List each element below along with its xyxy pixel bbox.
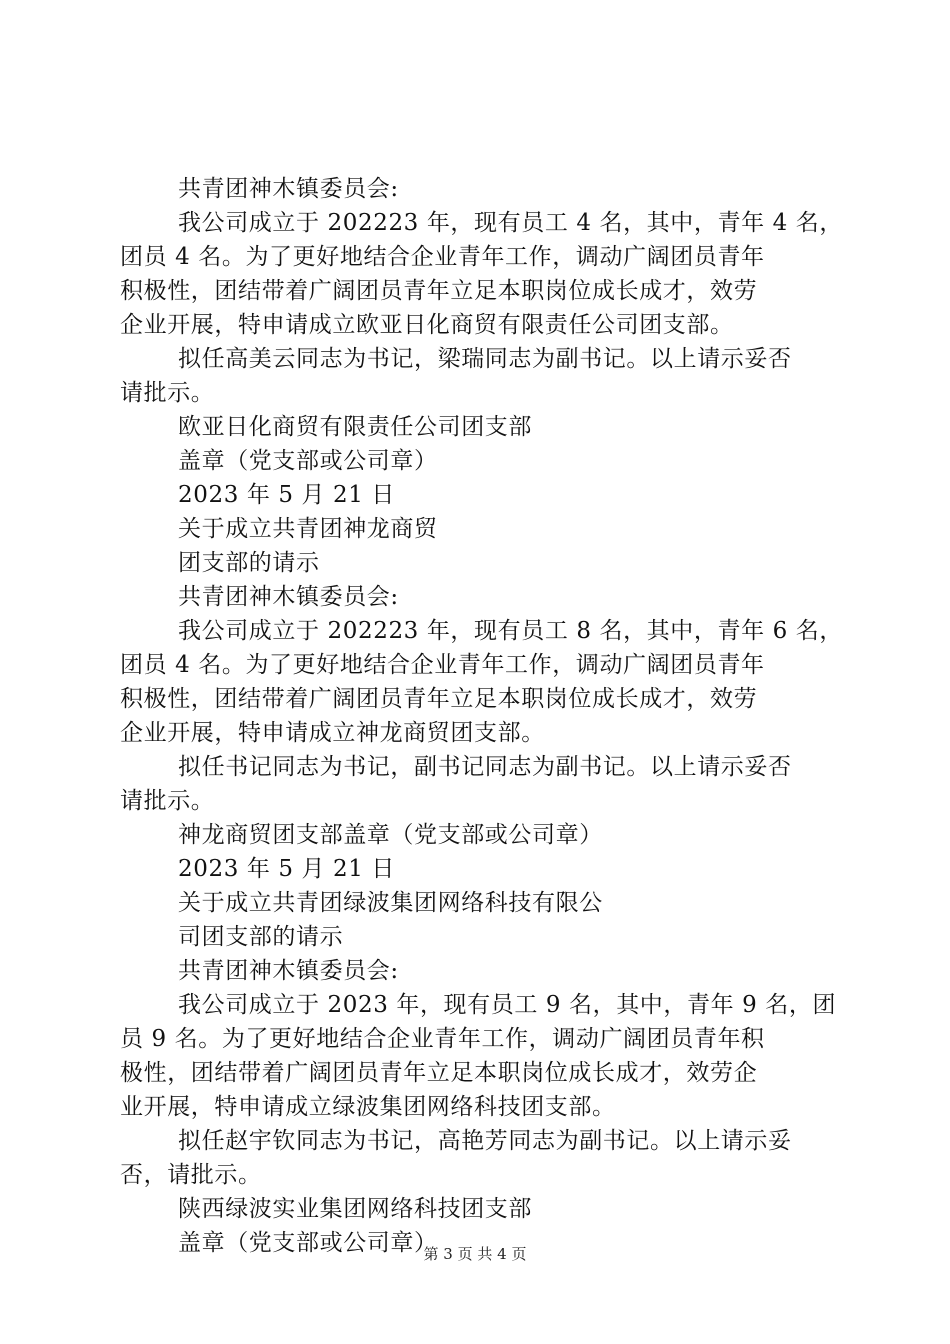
document-line: 我公司成立于 2023 年，现有员工 9 名，其中，青年 9 名，团: [178, 992, 837, 1018]
document-line: 共青团神木镇委员会:: [178, 958, 399, 984]
document-line: 请批示。: [120, 380, 215, 406]
document-line: 陕西绿波实业集团网络科技团支部: [178, 1196, 532, 1222]
document-line: 企业开展，特申请成立神龙商贸团支部。: [120, 720, 545, 746]
document-line: 司团支部的请示: [178, 924, 344, 950]
document-line: 企业开展，特申请成立欧亚日化商贸有限责任公司团支部。: [120, 312, 734, 338]
document-line: 神龙商贸团支部盖章（党支部或公司章）: [178, 822, 603, 848]
document-line: 盖章（党支部或公司章）: [178, 448, 438, 474]
document-line: 请批示。: [120, 788, 215, 814]
document-line: 否，请批示。: [120, 1162, 262, 1188]
document-line: 我公司成立于 202223 年，现有员工 4 名，其中，青年 4 名，: [178, 210, 843, 236]
document-line: 积极性，团结带着广阔团员青年立足本职岗位成长成才，效劳: [120, 686, 758, 712]
document-line: 业开展，特申请成立绿波集团网络科技团支部。: [120, 1094, 616, 1120]
document-line: 2023 年 5 月 21 日: [178, 482, 395, 508]
document-line: 拟任高美云同志为书记，梁瑞同志为副书记。以上请示妥否: [178, 346, 792, 372]
document-line: 欧亚日化商贸有限责任公司团支部: [178, 414, 532, 440]
document-line: 拟任赵宇钦同志为书记，高艳芳同志为副书记。以上请示妥: [178, 1128, 792, 1154]
document-line: 员 9 名。为了更好地结合企业青年工作，调动广阔团员青年积: [120, 1026, 765, 1052]
document-line: 拟任书记同志为书记，副书记同志为副书记。以上请示妥否: [178, 754, 792, 780]
document-line: 我公司成立于 202223 年，现有员工 8 名，其中，青年 6 名，: [178, 618, 843, 644]
document-line: 2023 年 5 月 21 日: [178, 856, 395, 882]
document-line: 团支部的请示: [178, 550, 320, 576]
page-footer: 第 3 页 共 4 页: [423, 1245, 527, 1263]
document-line: 极性，团结带着广阔团员青年立足本职岗位成长成才，效劳企: [120, 1060, 758, 1086]
document-line: 共青团神木镇委员会:: [178, 176, 399, 202]
document-line: 关于成立共青团神龙商贸: [178, 516, 438, 542]
document-line: 关于成立共青团绿波集团网络科技有限公: [178, 890, 603, 916]
document-line: 团员 4 名。为了更好地结合企业青年工作，调动广阔团员青年: [120, 652, 765, 678]
document-line: 盖章（党支部或公司章）: [178, 1230, 438, 1256]
document-body: [120, 172, 843, 1260]
document-line: 积极性，团结带着广阔团员青年立足本职岗位成长成才，效劳: [120, 278, 758, 304]
document-line: 团员 4 名。为了更好地结合企业青年工作，调动广阔团员青年: [120, 244, 765, 270]
document-line: 共青团神木镇委员会:: [178, 584, 399, 610]
